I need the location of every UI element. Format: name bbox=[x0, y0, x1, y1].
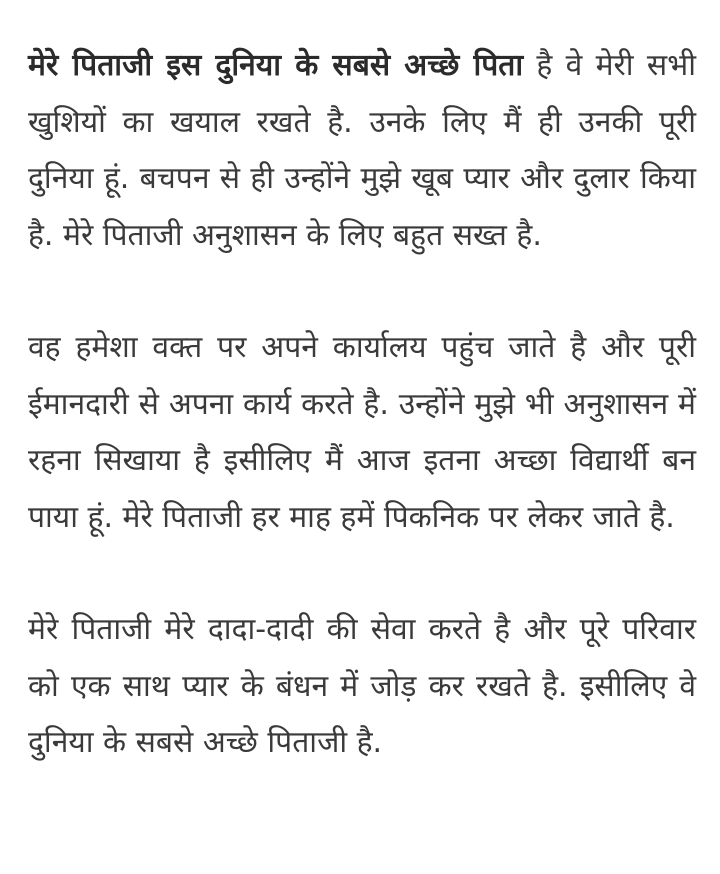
paragraph-2-text: वह हमेशा वक्त पर अपने कार्यालय पहुंच जाते है और पूरी ईमानदारी से अपना कार्य करते है. उन्होंने मुझे भी अनुशासन में रहना सिखाया है इसीलिए मैं आज इतना अच्छा विद्यार्थी बन पाया हूं. मेरे पिताजी हर माह हमें पिकनिक पर लेकर जाते है. bbox=[28, 330, 696, 535]
paragraph-3 bbox=[28, 602, 696, 772]
paragraph-1 bbox=[28, 38, 696, 264]
article-body bbox=[28, 38, 696, 772]
paragraph-3-text: मेरे पिताजी मेरे दादा-दादी की सेवा करते है और पूरे परिवार को एक साथ प्यार के बंधन में जोड़ कर रखते है. इसीलिए वे दुनिया के सबसे अच्छे पिताजी है. bbox=[28, 612, 696, 760]
paragraph-2 bbox=[28, 320, 696, 546]
paragraph-1-text: है वे मेरी सभी खुशियों का खयाल रखते है. उनके लिए मैं ही उनकी पूरी दुनिया हूं. बचपन से ही उन्होंने मुझे खूब प्यार और दुलार किया है. मेरे पिताजी अनुशासन के लिए बहुत सख्त है. bbox=[28, 48, 696, 253]
paragraph-1-bold-lead: मेरे पिताजी इस दुनिया के सबसे अच्छे पिता bbox=[28, 48, 524, 83]
